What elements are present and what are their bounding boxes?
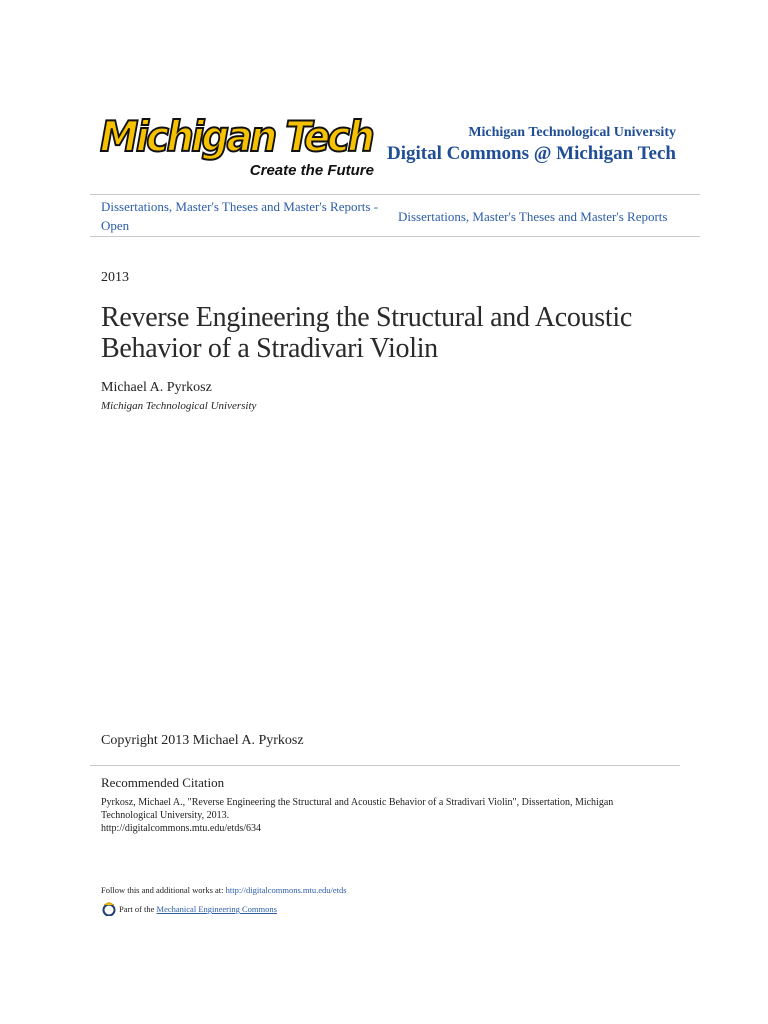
- series-link-open[interactable]: Dissertations, Master's Theses and Master's Reports - Open: [101, 199, 379, 233]
- copyright-notice: Copyright 2013 Michael A. Pyrkosz: [101, 733, 304, 748]
- divider-citation: [90, 765, 680, 766]
- partof-text: Part of the: [119, 903, 157, 914]
- follow-link[interactable]: http://digitalcommons.mtu.edu/etds: [225, 885, 347, 895]
- citation-block: [101, 796, 671, 835]
- follow-text: Follow this and additional works at:: [101, 885, 226, 895]
- citation-heading: Recommended Citation: [101, 775, 225, 790]
- series-link[interactable]: Dissertations, Master's Theses and Master's Reports: [398, 209, 668, 224]
- publisher-repository[interactable]: Digital Commons @ Michigan Tech: [387, 143, 676, 164]
- citation-url[interactable]: http://digitalcommons.mtu.edu/etds/634: [101, 823, 261, 834]
- bepress-icon: [101, 902, 117, 918]
- divider-top: [90, 194, 700, 195]
- publication-year: 2013: [101, 270, 129, 285]
- publisher-university[interactable]: Michigan Technological University: [468, 125, 676, 140]
- part-of-line: [101, 902, 277, 918]
- citation-text: Pyrkosz, Michael A., "Reverse Engineering the Structural and Acoustic Behavior of a Stradivari Violin", Dissertation, Michigan Technological University, 2013.: [101, 797, 614, 821]
- document-title: Reverse Engineering the Structural and Acoustic Behavior of a Stradivari Violin: [101, 302, 632, 364]
- michigan-tech-logo[interactable]: [100, 112, 380, 184]
- logo-tagline: Create the Future: [249, 162, 374, 179]
- publisher-block: [376, 124, 676, 165]
- follow-line: [101, 885, 347, 895]
- logo-wordmark: Michigan Tech: [100, 112, 373, 161]
- author-affiliation: Michigan Technological University: [101, 400, 257, 412]
- author-name: Michael A. Pyrkosz: [101, 380, 212, 395]
- mechanical-engineering-commons-link[interactable]: Mechanical Engineering Commons: [156, 903, 277, 914]
- divider-series: [90, 236, 700, 237]
